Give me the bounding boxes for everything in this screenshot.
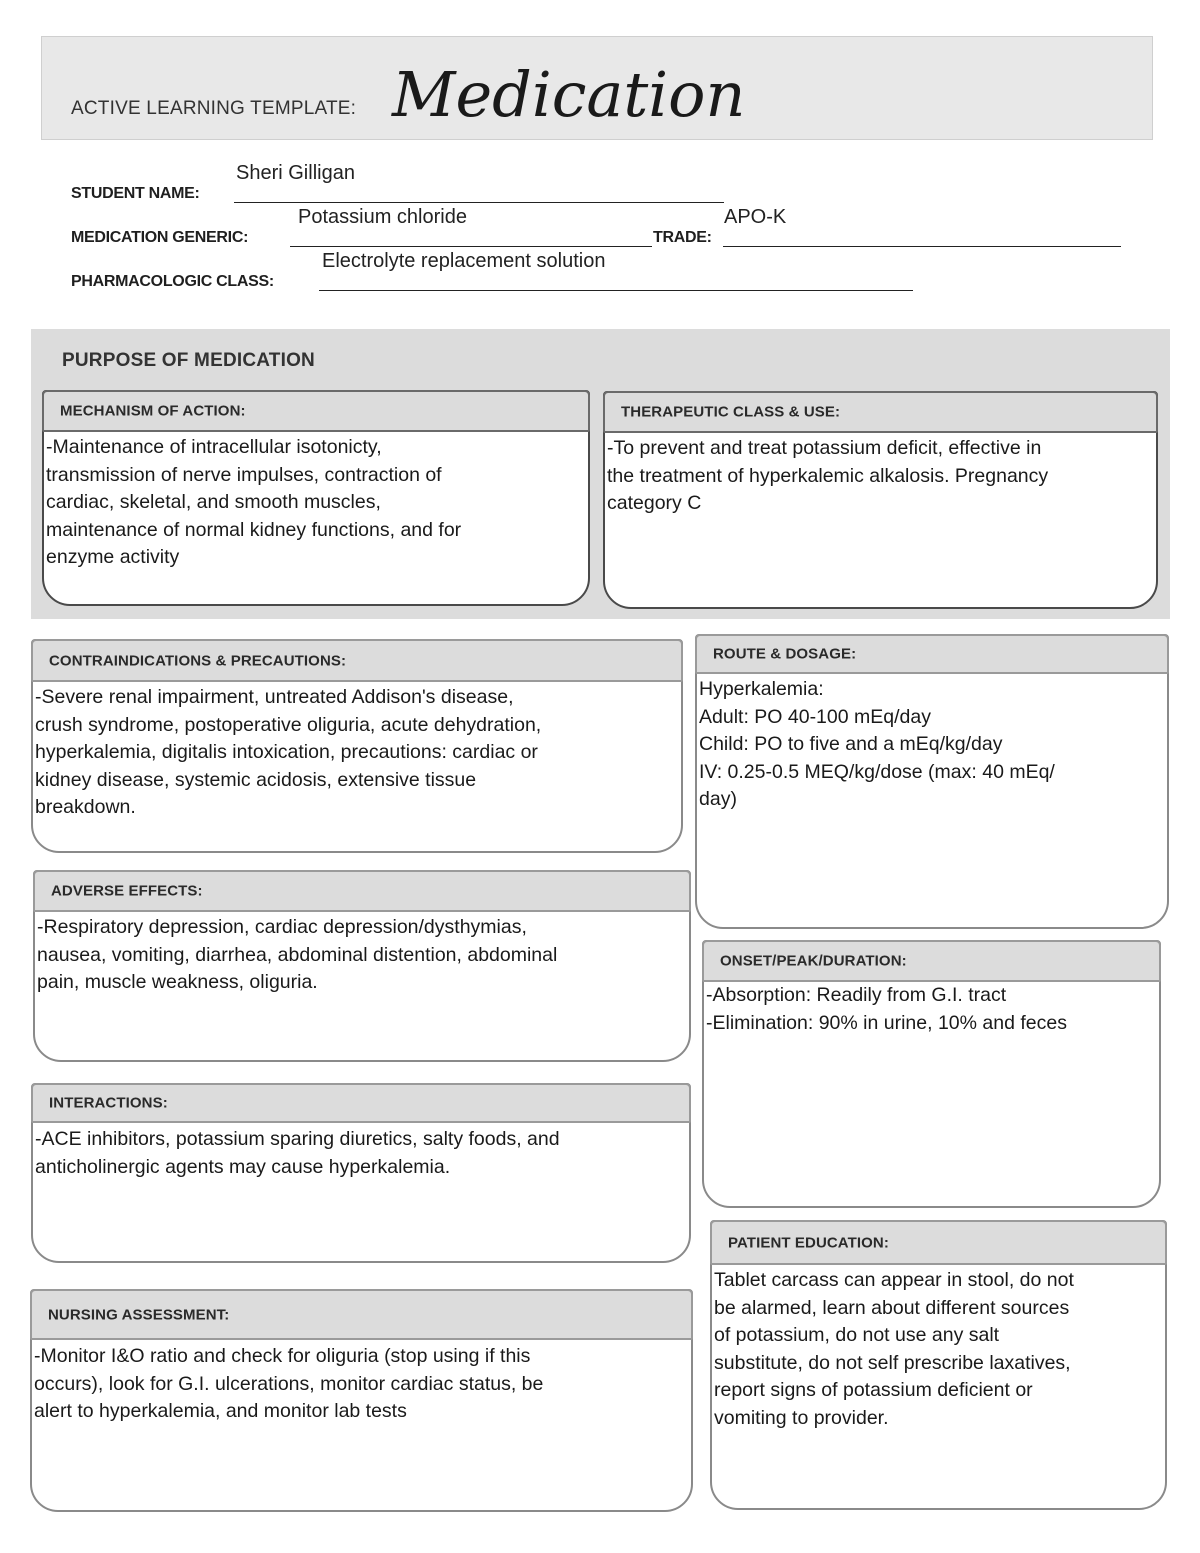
mechanism-header	[42, 390, 590, 432]
patient-education-header	[710, 1220, 1167, 1265]
purpose-title: PURPOSE OF MEDICATION	[62, 350, 315, 371]
contraindications-text[interactable]: -Severe renal impairment, untreated Addison's disease, crush syndrome, postoperative oliguria, acute dehydration, hyperkalemia, digitalis intoxication, precautions: cardiac or kidney disease, systemic acidosis, extensive tissue breakdown.	[35, 686, 542, 818]
mechanism-box	[42, 390, 590, 606]
contraindications-box	[31, 639, 683, 853]
route-dosage-box	[695, 634, 1169, 929]
onset-peak-duration-text[interactable]: -Absorption: Readily from G.I. tract -Elimination: 90% in urine, 10% and feces	[706, 984, 1067, 1034]
trade-line	[723, 246, 1121, 247]
nursing-assessment-box	[30, 1289, 693, 1512]
page-title: Medication	[392, 58, 746, 131]
route-dosage-header	[695, 634, 1169, 674]
adverse-effects-box	[33, 870, 691, 1062]
therapeutic-label: THERAPEUTIC CLASS & USE:	[621, 403, 841, 421]
nursing-assessment-text[interactable]: -Monitor I&O ratio and check for oliguria (stop using if this occurs), look for G.I. ulcerations, monitor cardiac status, be alert to hyperkalemia, and monitor lab tests	[34, 1345, 544, 1422]
pharm-class-line	[319, 290, 913, 291]
therapeutic-box	[603, 391, 1158, 609]
contraindications-label: CONTRAINDICATIONS & PRECAUTIONS:	[49, 652, 347, 669]
generic-label: MEDICATION GENERIC:	[71, 229, 249, 246]
adverse-effects-text[interactable]: -Respiratory depression, cardiac depression/dysthymias, nausea, vomiting, diarrhea, abdominal distention, abdominal pain, muscle weakness, oliguria.	[37, 916, 558, 993]
interactions-header	[31, 1083, 691, 1123]
interactions-label: INTERACTIONS:	[49, 1094, 168, 1112]
therapeutic-header	[603, 391, 1158, 433]
nursing-assessment-label: NURSING ASSESSMENT:	[48, 1306, 230, 1323]
interactions-text[interactable]: -ACE inhibitors, potassium sparing diuretics, salty foods, and anticholinergic agents may cause hyperkalemia.	[35, 1128, 560, 1178]
onset-peak-duration-box	[702, 940, 1161, 1208]
trade-label: TRADE:	[653, 229, 712, 246]
mechanism-text[interactable]: -Maintenance of intracellular isotonicty, transmission of nerve impulses, contraction of cardiac, skeletal, and smooth muscles, maintenance of normal kidney functions, and for enzyme activity	[46, 436, 462, 568]
student-name-value[interactable]: Sheri Gilligan	[236, 162, 355, 184]
interactions-box	[31, 1083, 691, 1263]
pharm-class-value[interactable]: Electrolyte replacement solution	[322, 250, 606, 272]
onset-peak-duration-header	[702, 940, 1161, 982]
trade-value[interactable]: APO-K	[724, 206, 787, 228]
pharm-class-label: PHARMACOLOGIC CLASS:	[71, 273, 274, 290]
patient-education-label: PATIENT EDUCATION:	[728, 1234, 889, 1251]
therapeutic-text[interactable]: -To prevent and treat potassium deficit, effective in the treatment of hyperkalemic alkalosis. Pregnancy category C	[607, 437, 1049, 514]
route-dosage-label: ROUTE & DOSAGE:	[713, 645, 857, 663]
patient-education-box	[710, 1220, 1167, 1510]
onset-peak-duration-label: ONSET/PEAK/DURATION:	[720, 952, 907, 970]
template-prefix: ACTIVE LEARNING TEMPLATE:	[71, 98, 357, 119]
generic-line	[290, 246, 652, 247]
student-name-line	[234, 202, 724, 203]
generic-value[interactable]: Potassium chloride	[298, 206, 467, 228]
mechanism-label: MECHANISM OF ACTION:	[60, 402, 246, 420]
contraindications-header	[31, 639, 683, 682]
route-dosage-text[interactable]: Hyperkalemia: Adult: PO 40-100 mEq/day Child: PO to five and a mEq/kg/day IV: 0.25-0.5 MEQ/kg/dose (max: 40 mEq/ day)	[699, 678, 1055, 810]
nursing-assessment-header	[30, 1289, 693, 1340]
adverse-effects-label: ADVERSE EFFECTS:	[51, 882, 203, 900]
student-name-label: STUDENT NAME:	[71, 185, 200, 202]
patient-education-text[interactable]: Tablet carcass can appear in stool, do not be alarmed, learn about different sources of potassium, do not use any salt substitute, do not self prescribe laxatives, report signs of potassium deficient or vomiting to provider.	[714, 1269, 1074, 1429]
adverse-effects-header	[33, 870, 691, 912]
